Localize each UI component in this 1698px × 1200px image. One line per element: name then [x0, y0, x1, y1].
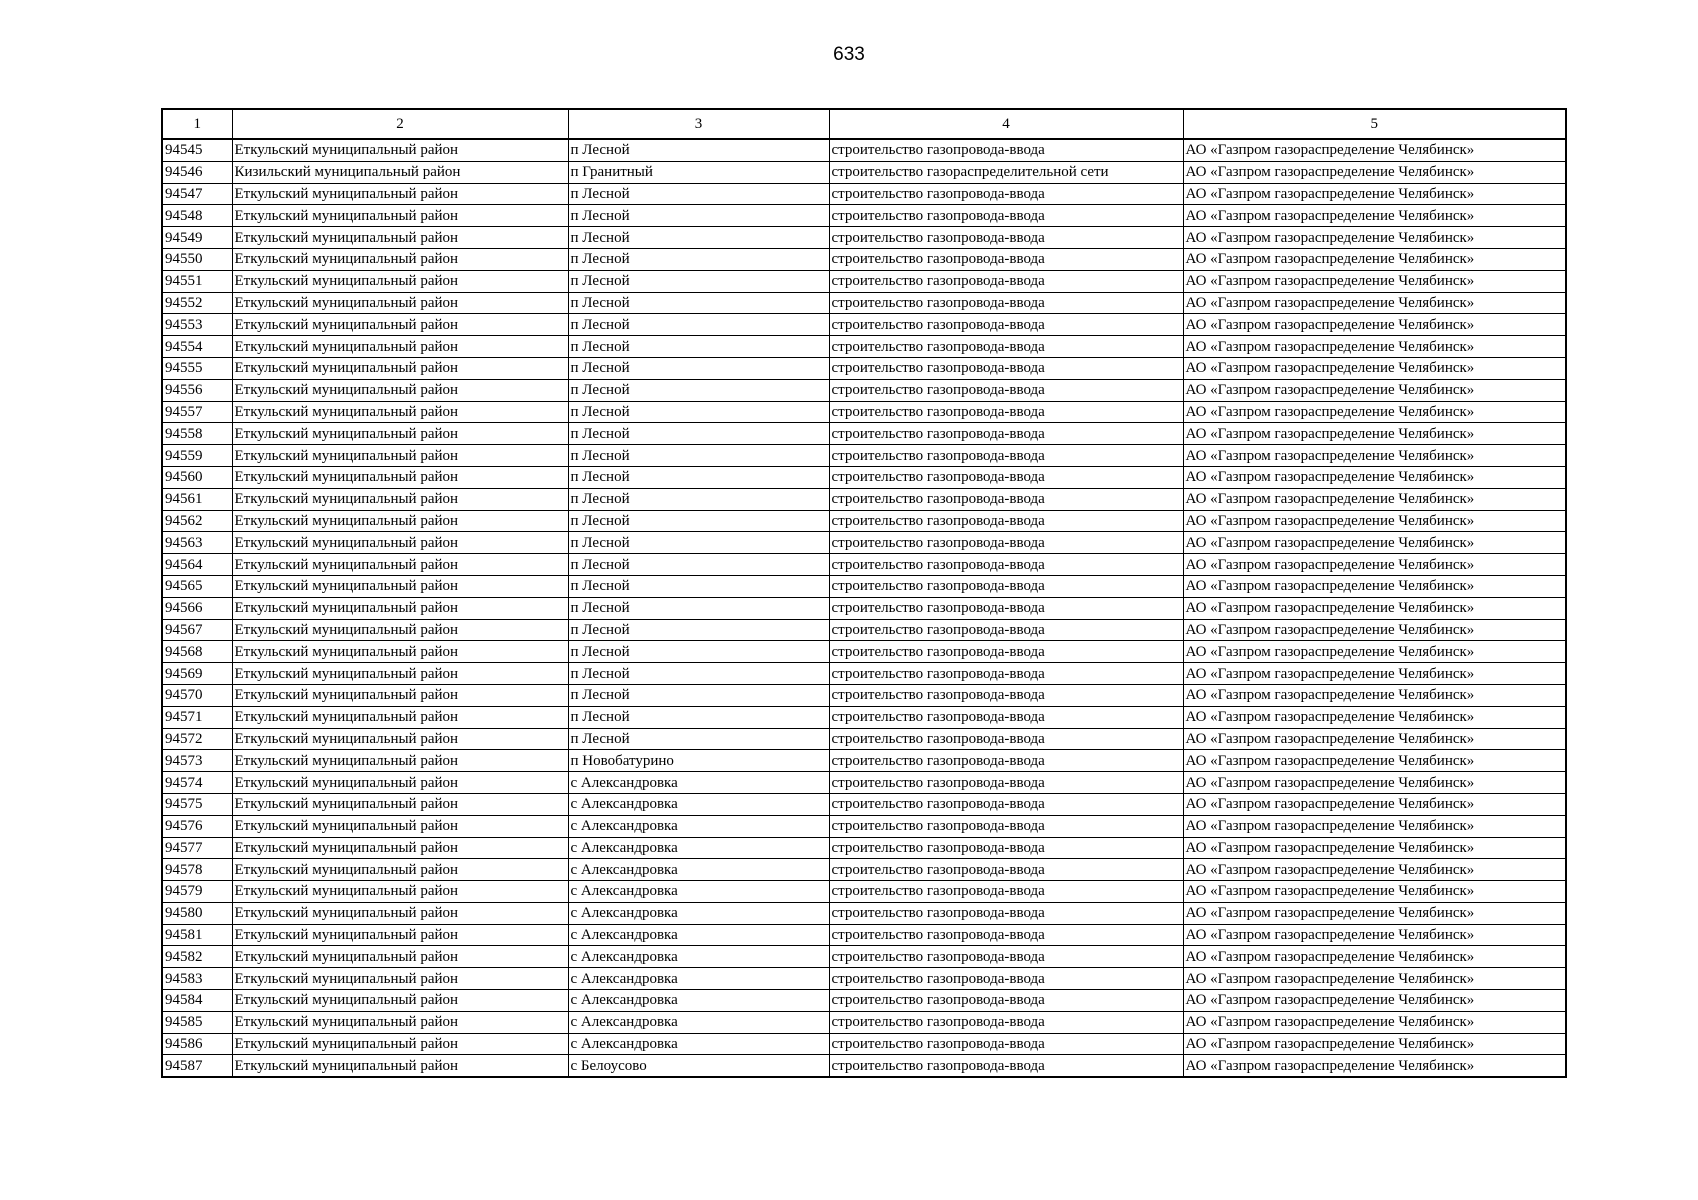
organization-cell: АО «Газпром газораспределение Челябинск» — [1183, 292, 1566, 314]
row-number-cell: 94556 — [162, 379, 232, 401]
district-cell: Еткульский муниципальный район — [232, 205, 568, 227]
row-number-cell: 94579 — [162, 881, 232, 903]
work-type-cell: строительство газопровода-ввода — [829, 924, 1183, 946]
row-number-cell: 94585 — [162, 1011, 232, 1033]
work-type-cell: строительство газопровода-ввода — [829, 270, 1183, 292]
work-type-cell: строительство газопровода-ввода — [829, 946, 1183, 968]
settlement-cell: с Александровка — [568, 837, 829, 859]
table-row — [162, 401, 1566, 423]
work-type-cell: строительство газопровода-ввода — [829, 292, 1183, 314]
organization-cell: АО «Газпром газораспределение Челябинск» — [1183, 357, 1566, 379]
row-number-cell: 94567 — [162, 619, 232, 641]
table-row — [162, 772, 1566, 794]
settlement-cell: с Александровка — [568, 990, 829, 1012]
district-cell: Еткульский муниципальный район — [232, 881, 568, 903]
work-type-cell: строительство газопровода-ввода — [829, 597, 1183, 619]
organization-cell: АО «Газпром газораспределение Челябинск» — [1183, 641, 1566, 663]
settlement-cell: п Лесной — [568, 248, 829, 270]
table-row — [162, 466, 1566, 488]
row-number-cell: 94575 — [162, 793, 232, 815]
organization-cell: АО «Газпром газораспределение Челябинск» — [1183, 924, 1566, 946]
district-cell: Еткульский муниципальный район — [232, 139, 568, 161]
work-type-cell: строительство газопровода-ввода — [829, 902, 1183, 924]
row-number-cell: 94554 — [162, 336, 232, 358]
district-cell: Еткульский муниципальный район — [232, 314, 568, 336]
work-type-cell: строительство газопровода-ввода — [829, 183, 1183, 205]
table-row — [162, 510, 1566, 532]
work-type-cell: строительство газопровода-ввода — [829, 772, 1183, 794]
work-type-cell: строительство газопровода-ввода — [829, 641, 1183, 663]
organization-cell: АО «Газпром газораспределение Челябинск» — [1183, 1055, 1566, 1077]
page-number: 633 — [833, 44, 865, 65]
organization-cell: АО «Газпром газораспределение Челябинск» — [1183, 1033, 1566, 1055]
work-type-cell: строительство газопровода-ввода — [829, 1011, 1183, 1033]
row-number-cell: 94545 — [162, 139, 232, 161]
settlement-cell: п Лесной — [568, 510, 829, 532]
work-type-cell: строительство газопровода-ввода — [829, 423, 1183, 445]
work-type-cell: строительство газопровода-ввода — [829, 750, 1183, 772]
work-type-cell: строительство газопровода-ввода — [829, 510, 1183, 532]
district-cell: Еткульский муниципальный район — [232, 968, 568, 990]
row-number-cell: 94548 — [162, 205, 232, 227]
district-cell: Еткульский муниципальный район — [232, 750, 568, 772]
district-cell: Еткульский муниципальный район — [232, 183, 568, 205]
row-number-cell: 94578 — [162, 859, 232, 881]
table-row — [162, 314, 1566, 336]
district-cell: Еткульский муниципальный район — [232, 859, 568, 881]
row-number-cell: 94570 — [162, 684, 232, 706]
organization-cell: АО «Газпром газораспределение Челябинск» — [1183, 684, 1566, 706]
table-row — [162, 139, 1566, 161]
table-header — [162, 109, 1566, 139]
row-number-cell: 94559 — [162, 445, 232, 467]
row-number-cell: 94552 — [162, 292, 232, 314]
settlement-cell: п Лесной — [568, 575, 829, 597]
district-cell: Еткульский муниципальный район — [232, 663, 568, 685]
settlement-cell: с Александровка — [568, 772, 829, 794]
work-type-cell: строительство газопровода-ввода — [829, 1055, 1183, 1077]
column-header-4: 4 — [829, 109, 1183, 139]
table-row — [162, 183, 1566, 205]
district-cell: Еткульский муниципальный район — [232, 641, 568, 663]
district-cell: Еткульский муниципальный район — [232, 292, 568, 314]
district-cell: Еткульский муниципальный район — [232, 575, 568, 597]
work-type-cell: строительство газопровода-ввода — [829, 619, 1183, 641]
work-type-cell: строительство газопровода-ввода — [829, 706, 1183, 728]
settlement-cell: с Александровка — [568, 946, 829, 968]
table-row — [162, 990, 1566, 1012]
table-row — [162, 946, 1566, 968]
organization-cell: АО «Газпром газораспределение Челябинск» — [1183, 445, 1566, 467]
district-cell: Еткульский муниципальный район — [232, 270, 568, 292]
table-row — [162, 554, 1566, 576]
column-header-3: 3 — [568, 109, 829, 139]
column-header-5: 5 — [1183, 109, 1566, 139]
row-number-cell: 94584 — [162, 990, 232, 1012]
work-type-cell: строительство газопровода-ввода — [829, 379, 1183, 401]
row-number-cell: 94555 — [162, 357, 232, 379]
table-row — [162, 902, 1566, 924]
row-number-cell: 94566 — [162, 597, 232, 619]
row-number-cell: 94587 — [162, 1055, 232, 1077]
table-row — [162, 205, 1566, 227]
district-cell: Еткульский муниципальный район — [232, 423, 568, 445]
settlement-cell: с Александровка — [568, 968, 829, 990]
district-cell: Еткульский муниципальный район — [232, 248, 568, 270]
row-number-cell: 94569 — [162, 663, 232, 685]
district-cell: Еткульский муниципальный район — [232, 990, 568, 1012]
settlement-cell: п Лесной — [568, 183, 829, 205]
organization-cell: АО «Газпром газораспределение Челябинск» — [1183, 575, 1566, 597]
organization-cell: АО «Газпром газораспределение Челябинск» — [1183, 336, 1566, 358]
settlement-cell: п Гранитный — [568, 161, 829, 183]
work-type-cell: строительство газопровода-ввода — [829, 532, 1183, 554]
district-cell: Еткульский муниципальный район — [232, 597, 568, 619]
table-row — [162, 728, 1566, 750]
row-number-cell: 94547 — [162, 183, 232, 205]
settlement-cell: с Александровка — [568, 1011, 829, 1033]
organization-cell: АО «Газпром газораспределение Челябинск» — [1183, 793, 1566, 815]
table-row — [162, 1011, 1566, 1033]
header-row — [162, 109, 1566, 139]
table-row — [162, 837, 1566, 859]
organization-cell: АО «Газпром газораспределение Челябинск» — [1183, 881, 1566, 903]
settlement-cell: п Лесной — [568, 728, 829, 750]
settlement-cell: п Лесной — [568, 466, 829, 488]
table-row — [162, 793, 1566, 815]
organization-cell: АО «Газпром газораспределение Челябинск» — [1183, 532, 1566, 554]
row-number-cell: 94572 — [162, 728, 232, 750]
table-row — [162, 292, 1566, 314]
district-cell: Еткульский муниципальный район — [232, 1011, 568, 1033]
work-type-cell: строительство газопровода-ввода — [829, 227, 1183, 249]
table-row — [162, 1055, 1566, 1077]
settlement-cell: с Александровка — [568, 815, 829, 837]
district-cell: Еткульский муниципальный район — [232, 488, 568, 510]
work-type-cell: строительство газопровода-ввода — [829, 1033, 1183, 1055]
row-number-cell: 94551 — [162, 270, 232, 292]
table-row — [162, 684, 1566, 706]
table-row — [162, 488, 1566, 510]
table-row — [162, 270, 1566, 292]
work-type-cell: строительство газопровода-ввода — [829, 859, 1183, 881]
settlement-cell: п Лесной — [568, 445, 829, 467]
work-type-cell: строительство газораспределительной сети — [829, 161, 1183, 183]
table-row — [162, 641, 1566, 663]
column-header-1: 1 — [162, 109, 232, 139]
row-number-cell: 94582 — [162, 946, 232, 968]
row-number-cell: 94563 — [162, 532, 232, 554]
work-type-cell: строительство газопровода-ввода — [829, 205, 1183, 227]
row-number-cell: 94564 — [162, 554, 232, 576]
organization-cell: АО «Газпром газораспределение Челябинск» — [1183, 815, 1566, 837]
table-body — [162, 139, 1566, 1077]
work-type-cell: строительство газопровода-ввода — [829, 466, 1183, 488]
district-cell: Еткульский муниципальный район — [232, 924, 568, 946]
row-number-cell: 94581 — [162, 924, 232, 946]
work-type-cell: строительство газопровода-ввода — [829, 968, 1183, 990]
organization-cell: АО «Газпром газораспределение Челябинск» — [1183, 619, 1566, 641]
district-cell: Еткульский муниципальный район — [232, 837, 568, 859]
settlement-cell: п Лесной — [568, 357, 829, 379]
work-type-cell: строительство газопровода-ввода — [829, 554, 1183, 576]
table-row — [162, 924, 1566, 946]
organization-cell: АО «Газпром газораспределение Челябинск» — [1183, 772, 1566, 794]
table-row — [162, 968, 1566, 990]
table-row — [162, 706, 1566, 728]
work-type-cell: строительство газопровода-ввода — [829, 990, 1183, 1012]
organization-cell: АО «Газпром газораспределение Челябинск» — [1183, 837, 1566, 859]
district-cell: Еткульский муниципальный район — [232, 684, 568, 706]
organization-cell: АО «Газпром газораспределение Челябинск» — [1183, 902, 1566, 924]
work-type-cell: строительство газопровода-ввода — [829, 401, 1183, 423]
table-row — [162, 532, 1566, 554]
district-cell: Еткульский муниципальный район — [232, 336, 568, 358]
settlement-cell: п Лесной — [568, 532, 829, 554]
row-number-cell: 94561 — [162, 488, 232, 510]
district-cell: Еткульский муниципальный район — [232, 728, 568, 750]
settlement-cell: п Лесной — [568, 488, 829, 510]
table-row — [162, 619, 1566, 641]
district-cell: Кизильский муниципальный район — [232, 161, 568, 183]
organization-cell: АО «Газпром газораспределение Челябинск» — [1183, 379, 1566, 401]
table-row — [162, 161, 1566, 183]
settlement-cell: с Александровка — [568, 924, 829, 946]
organization-cell: АО «Газпром газораспределение Челябинск» — [1183, 597, 1566, 619]
district-cell: Еткульский муниципальный район — [232, 227, 568, 249]
district-cell: Еткульский муниципальный район — [232, 357, 568, 379]
table-row — [162, 423, 1566, 445]
settlement-cell: п Новобатурино — [568, 750, 829, 772]
table-row — [162, 597, 1566, 619]
organization-cell: АО «Газпром газораспределение Челябинск» — [1183, 466, 1566, 488]
settlement-cell: п Лесной — [568, 401, 829, 423]
settlement-cell: п Лесной — [568, 227, 829, 249]
organization-cell: АО «Газпром газораспределение Челябинск» — [1183, 401, 1566, 423]
row-number-cell: 94560 — [162, 466, 232, 488]
organization-cell: АО «Газпром газораспределение Челябинск» — [1183, 248, 1566, 270]
settlement-cell: с Александровка — [568, 902, 829, 924]
organization-cell: АО «Газпром газораспределение Челябинск» — [1183, 968, 1566, 990]
settlement-cell: п Лесной — [568, 641, 829, 663]
row-number-cell: 94574 — [162, 772, 232, 794]
district-cell: Еткульский муниципальный район — [232, 772, 568, 794]
data-table — [161, 108, 1567, 1078]
settlement-cell: п Лесной — [568, 314, 829, 336]
row-number-cell: 94576 — [162, 815, 232, 837]
table-row — [162, 881, 1566, 903]
organization-cell: АО «Газпром газораспределение Челябинск» — [1183, 270, 1566, 292]
row-number-cell: 94565 — [162, 575, 232, 597]
organization-cell: АО «Газпром газораспределение Челябинск» — [1183, 183, 1566, 205]
row-number-cell: 94550 — [162, 248, 232, 270]
district-cell: Еткульский муниципальный район — [232, 1055, 568, 1077]
settlement-cell: п Лесной — [568, 554, 829, 576]
district-cell: Еткульский муниципальный район — [232, 445, 568, 467]
settlement-cell: с Белоусово — [568, 1055, 829, 1077]
organization-cell: АО «Газпром газораспределение Челябинск» — [1183, 314, 1566, 336]
work-type-cell: строительство газопровода-ввода — [829, 815, 1183, 837]
work-type-cell: строительство газопровода-ввода — [829, 684, 1183, 706]
settlement-cell: с Александровка — [568, 793, 829, 815]
district-cell: Еткульский муниципальный район — [232, 510, 568, 532]
row-number-cell: 94573 — [162, 750, 232, 772]
row-number-cell: 94558 — [162, 423, 232, 445]
row-number-cell: 94553 — [162, 314, 232, 336]
settlement-cell: п Лесной — [568, 423, 829, 445]
settlement-cell: с Александровка — [568, 881, 829, 903]
table-row — [162, 445, 1566, 467]
district-cell: Еткульский муниципальный район — [232, 1033, 568, 1055]
table-row — [162, 815, 1566, 837]
table-row — [162, 1033, 1566, 1055]
settlement-cell: п Лесной — [568, 292, 829, 314]
organization-cell: АО «Газпром газораспределение Челябинск» — [1183, 554, 1566, 576]
row-number-cell: 94568 — [162, 641, 232, 663]
district-cell: Еткульский муниципальный район — [232, 532, 568, 554]
table-row — [162, 248, 1566, 270]
organization-cell: АО «Газпром газораспределение Челябинск» — [1183, 706, 1566, 728]
organization-cell: АО «Газпром газораспределение Челябинск» — [1183, 227, 1566, 249]
table-row — [162, 575, 1566, 597]
work-type-cell: строительство газопровода-ввода — [829, 445, 1183, 467]
row-number-cell: 94557 — [162, 401, 232, 423]
work-type-cell: строительство газопровода-ввода — [829, 314, 1183, 336]
table-row — [162, 357, 1566, 379]
settlement-cell: с Александровка — [568, 859, 829, 881]
organization-cell: АО «Газпром газораспределение Челябинск» — [1183, 510, 1566, 532]
work-type-cell: строительство газопровода-ввода — [829, 881, 1183, 903]
district-cell: Еткульский муниципальный район — [232, 466, 568, 488]
district-cell: Еткульский муниципальный район — [232, 793, 568, 815]
row-number-cell: 94580 — [162, 902, 232, 924]
organization-cell: АО «Газпром газораспределение Челябинск» — [1183, 946, 1566, 968]
district-cell: Еткульский муниципальный район — [232, 706, 568, 728]
district-cell: Еткульский муниципальный район — [232, 815, 568, 837]
row-number-cell: 94571 — [162, 706, 232, 728]
settlement-cell: с Александровка — [568, 1033, 829, 1055]
district-cell: Еткульский муниципальный район — [232, 946, 568, 968]
work-type-cell: строительство газопровода-ввода — [829, 837, 1183, 859]
organization-cell: АО «Газпром газораспределение Челябинск» — [1183, 423, 1566, 445]
row-number-cell: 94549 — [162, 227, 232, 249]
row-number-cell: 94562 — [162, 510, 232, 532]
column-header-2: 2 — [232, 109, 568, 139]
settlement-cell: п Лесной — [568, 336, 829, 358]
organization-cell: АО «Газпром газораспределение Челябинск» — [1183, 663, 1566, 685]
work-type-cell: строительство газопровода-ввода — [829, 728, 1183, 750]
settlement-cell: п Лесной — [568, 663, 829, 685]
settlement-cell: п Лесной — [568, 270, 829, 292]
organization-cell: АО «Газпром газораспределение Челябинск» — [1183, 161, 1566, 183]
district-cell: Еткульский муниципальный район — [232, 554, 568, 576]
table-row — [162, 750, 1566, 772]
district-cell: Еткульский муниципальный район — [232, 619, 568, 641]
work-type-cell: строительство газопровода-ввода — [829, 793, 1183, 815]
organization-cell: АО «Газпром газораспределение Челябинск» — [1183, 859, 1566, 881]
work-type-cell: строительство газопровода-ввода — [829, 357, 1183, 379]
organization-cell: АО «Газпром газораспределение Челябинск» — [1183, 750, 1566, 772]
table-row — [162, 379, 1566, 401]
row-number-cell: 94583 — [162, 968, 232, 990]
work-type-cell: строительство газопровода-ввода — [829, 248, 1183, 270]
organization-cell: АО «Газпром газораспределение Челябинск» — [1183, 139, 1566, 161]
settlement-cell: п Лесной — [568, 684, 829, 706]
organization-cell: АО «Газпром газораспределение Челябинск» — [1183, 1011, 1566, 1033]
settlement-cell: п Лесной — [568, 205, 829, 227]
organization-cell: АО «Газпром газораспределение Челябинск» — [1183, 728, 1566, 750]
district-cell: Еткульский муниципальный район — [232, 401, 568, 423]
table-row — [162, 336, 1566, 358]
table-row — [162, 663, 1566, 685]
row-number-cell: 94577 — [162, 837, 232, 859]
organization-cell: АО «Газпром газораспределение Челябинск» — [1183, 488, 1566, 510]
settlement-cell: п Лесной — [568, 597, 829, 619]
row-number-cell: 94586 — [162, 1033, 232, 1055]
work-type-cell: строительство газопровода-ввода — [829, 139, 1183, 161]
organization-cell: АО «Газпром газораспределение Челябинск» — [1183, 990, 1566, 1012]
settlement-cell: п Лесной — [568, 706, 829, 728]
organization-cell: АО «Газпром газораспределение Челябинск» — [1183, 205, 1566, 227]
work-type-cell: строительство газопровода-ввода — [829, 575, 1183, 597]
work-type-cell: строительство газопровода-ввода — [829, 663, 1183, 685]
settlement-cell: п Лесной — [568, 619, 829, 641]
settlement-cell: п Лесной — [568, 379, 829, 401]
work-type-cell: строительство газопровода-ввода — [829, 336, 1183, 358]
settlement-cell: п Лесной — [568, 139, 829, 161]
district-cell: Еткульский муниципальный район — [232, 379, 568, 401]
district-cell: Еткульский муниципальный район — [232, 902, 568, 924]
table-row — [162, 227, 1566, 249]
work-type-cell: строительство газопровода-ввода — [829, 488, 1183, 510]
table-row — [162, 859, 1566, 881]
row-number-cell: 94546 — [162, 161, 232, 183]
